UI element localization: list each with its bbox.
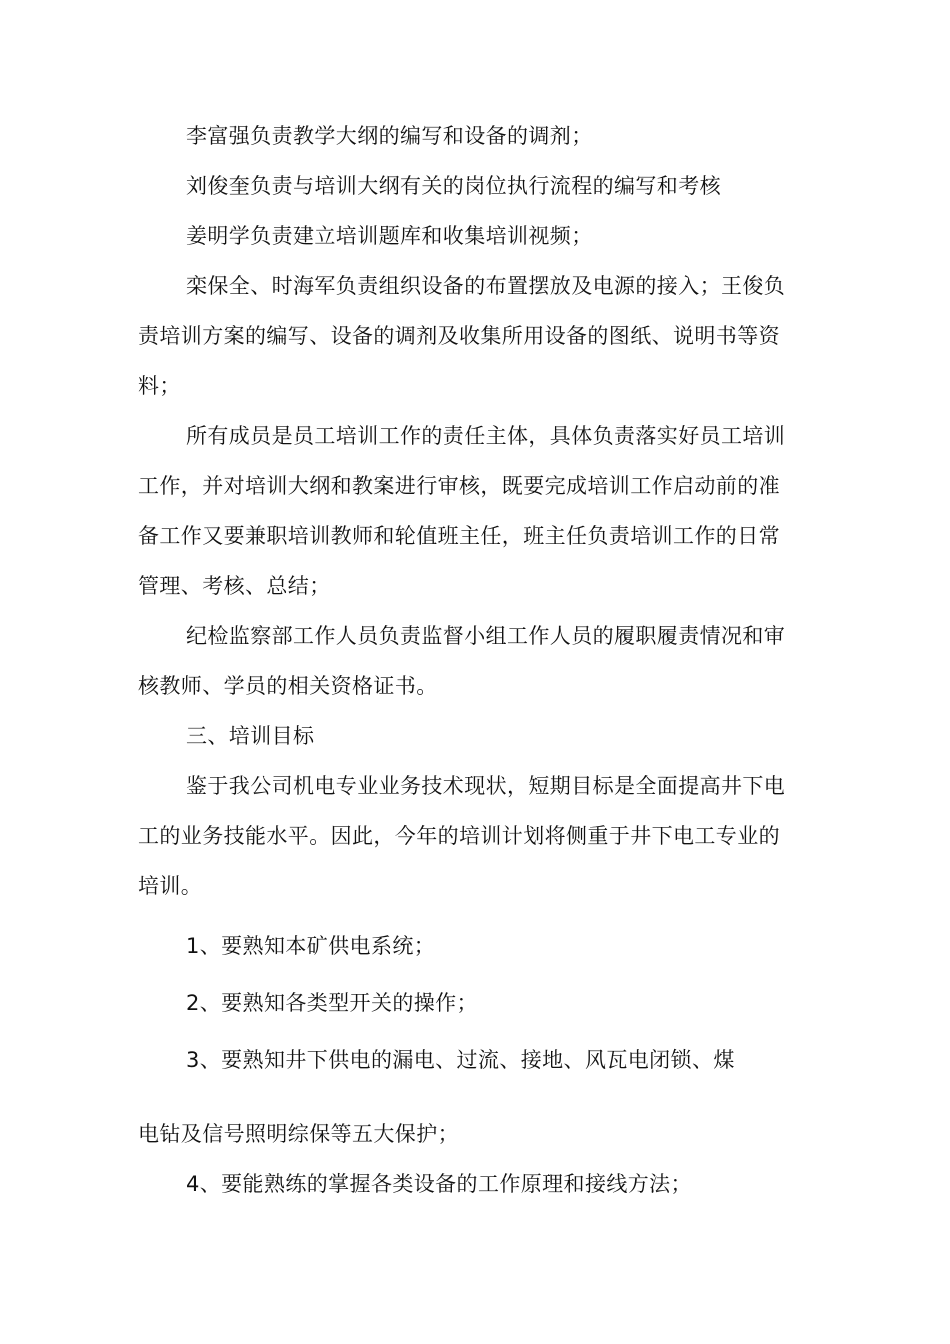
paragraph-line: 培训。	[138, 874, 203, 898]
list-item: 2、要熟知各类型开关的操作；	[186, 991, 478, 1015]
paragraph-line: 工作，并对培训大纲和教案进行审核，既要完成培训工作启动前的准	[138, 474, 780, 498]
list-item: 4、要能熟练的掌握各类设备的工作原理和接线方法；	[186, 1172, 692, 1196]
paragraph-line: 鉴于我公司机电专业业务技术现状，短期目标是全面提高井下电	[186, 774, 786, 798]
paragraph-line: 责培训方案的编写、设备的调剂及收集所用设备的图纸、说明书等资	[138, 324, 780, 348]
paragraph-line: 核教师、学员的相关资格证书。	[138, 674, 438, 698]
section-heading: 三、培训目标	[186, 724, 315, 748]
paragraph-line: 刘俊奎负责与培训大纲有关的岗位执行流程的编写和考核	[186, 174, 721, 198]
paragraph-line: 备工作又要兼职培训教师和轮值班主任，班主任负责培训工作的日常	[138, 524, 780, 548]
paragraph-line: 工的业务技能水平。因此，今年的培训计划将侧重于井下电工专业的	[138, 824, 780, 848]
list-item-continuation: 电钻及信号照明综保等五大保护；	[138, 1122, 459, 1146]
paragraph-line: 栾保全、时海军负责组织设备的布置摆放及电源的接入；王俊负	[186, 274, 786, 298]
paragraph-line: 姜明学负责建立培训题库和收集培训视频；	[186, 224, 593, 248]
paragraph-line: 李富强负责教学大纲的编写和设备的调剂；	[186, 124, 593, 148]
list-item: 3、要熟知井下供电的漏电、过流、接地、风瓦电闭锁、煤	[186, 1048, 735, 1072]
paragraph-line: 所有成员是员工培训工作的责任主体，具体负责落实好员工培训	[186, 424, 786, 448]
list-item: 1、要熟知本矿供电系统；	[186, 934, 436, 958]
paragraph-line: 料；	[138, 374, 181, 398]
paragraph-line: 纪检监察部工作人员负责监督小组工作人员的履职履责情况和审	[186, 624, 786, 648]
paragraph-line: 管理、考核、总结；	[138, 574, 331, 598]
